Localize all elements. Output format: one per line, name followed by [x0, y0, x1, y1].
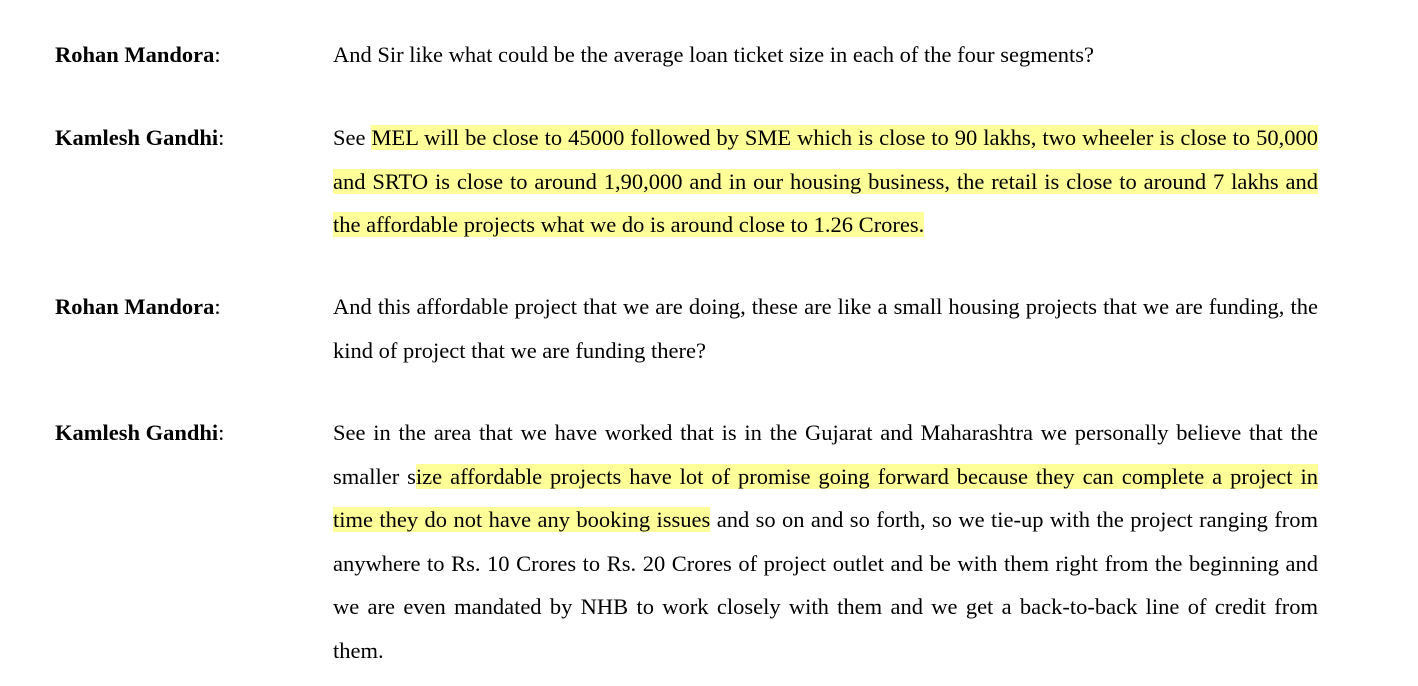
utterance-segment: and so on and so forth, so we tie-up with the project ranging from anywhere to Rs. 10 Crores to Rs. 20 Crores of project outlet and be with them right from the beginning and we are even mandated by NHB to work closely with them and we get a back-to-back line of credit from them.: [333, 507, 1318, 663]
utterance-text: [333, 285, 1318, 372]
speaker-separator: :: [218, 125, 225, 150]
utterance-segment: And this affordable project that we are doing, these are like a small housing projects that we are funding, the kind of project that we are funding there?: [333, 294, 1318, 363]
speaker-separator: :: [214, 42, 221, 67]
utterance-text: [333, 411, 1318, 672]
utterance-segment: And Sir like what could be the average loan ticket size in each of the four segments?: [333, 42, 1094, 67]
speaker-name: Rohan Mandora: [55, 42, 215, 67]
speaker-label: [55, 285, 221, 329]
highlighted-segment: ize affordable projects have lot of promise going forward because they can complete a project in time they do not have any booking issues: [333, 463, 1318, 532]
speaker-separator: :: [218, 420, 225, 445]
speaker-label: [55, 116, 224, 160]
highlighted-segment: MEL will be close to 45000 followed by SME which is close to 90 lakhs, two wheeler is close to 50,000 and SRTO is close to around 1,90,000 and in our housing business, the retail is close to around 7 lakhs and the affordable projects what we do is around close to 1.26 Crores.: [333, 125, 1318, 237]
speaker-label: [55, 411, 224, 455]
speaker-name: Kamlesh Gandhi: [55, 420, 219, 445]
speaker-name: Kamlesh Gandhi: [55, 125, 219, 150]
utterance-segment: See: [333, 125, 372, 150]
utterance-text: [333, 33, 1318, 77]
utterance-text: [333, 116, 1318, 247]
speaker-separator: :: [214, 294, 221, 319]
utterance-segment: See in the area that we have worked that is in the Gujarat and Maharashtra we personally believe that the smaller s: [333, 420, 1318, 489]
speaker-name: Rohan Mandora: [55, 294, 215, 319]
speaker-label: [55, 33, 221, 77]
